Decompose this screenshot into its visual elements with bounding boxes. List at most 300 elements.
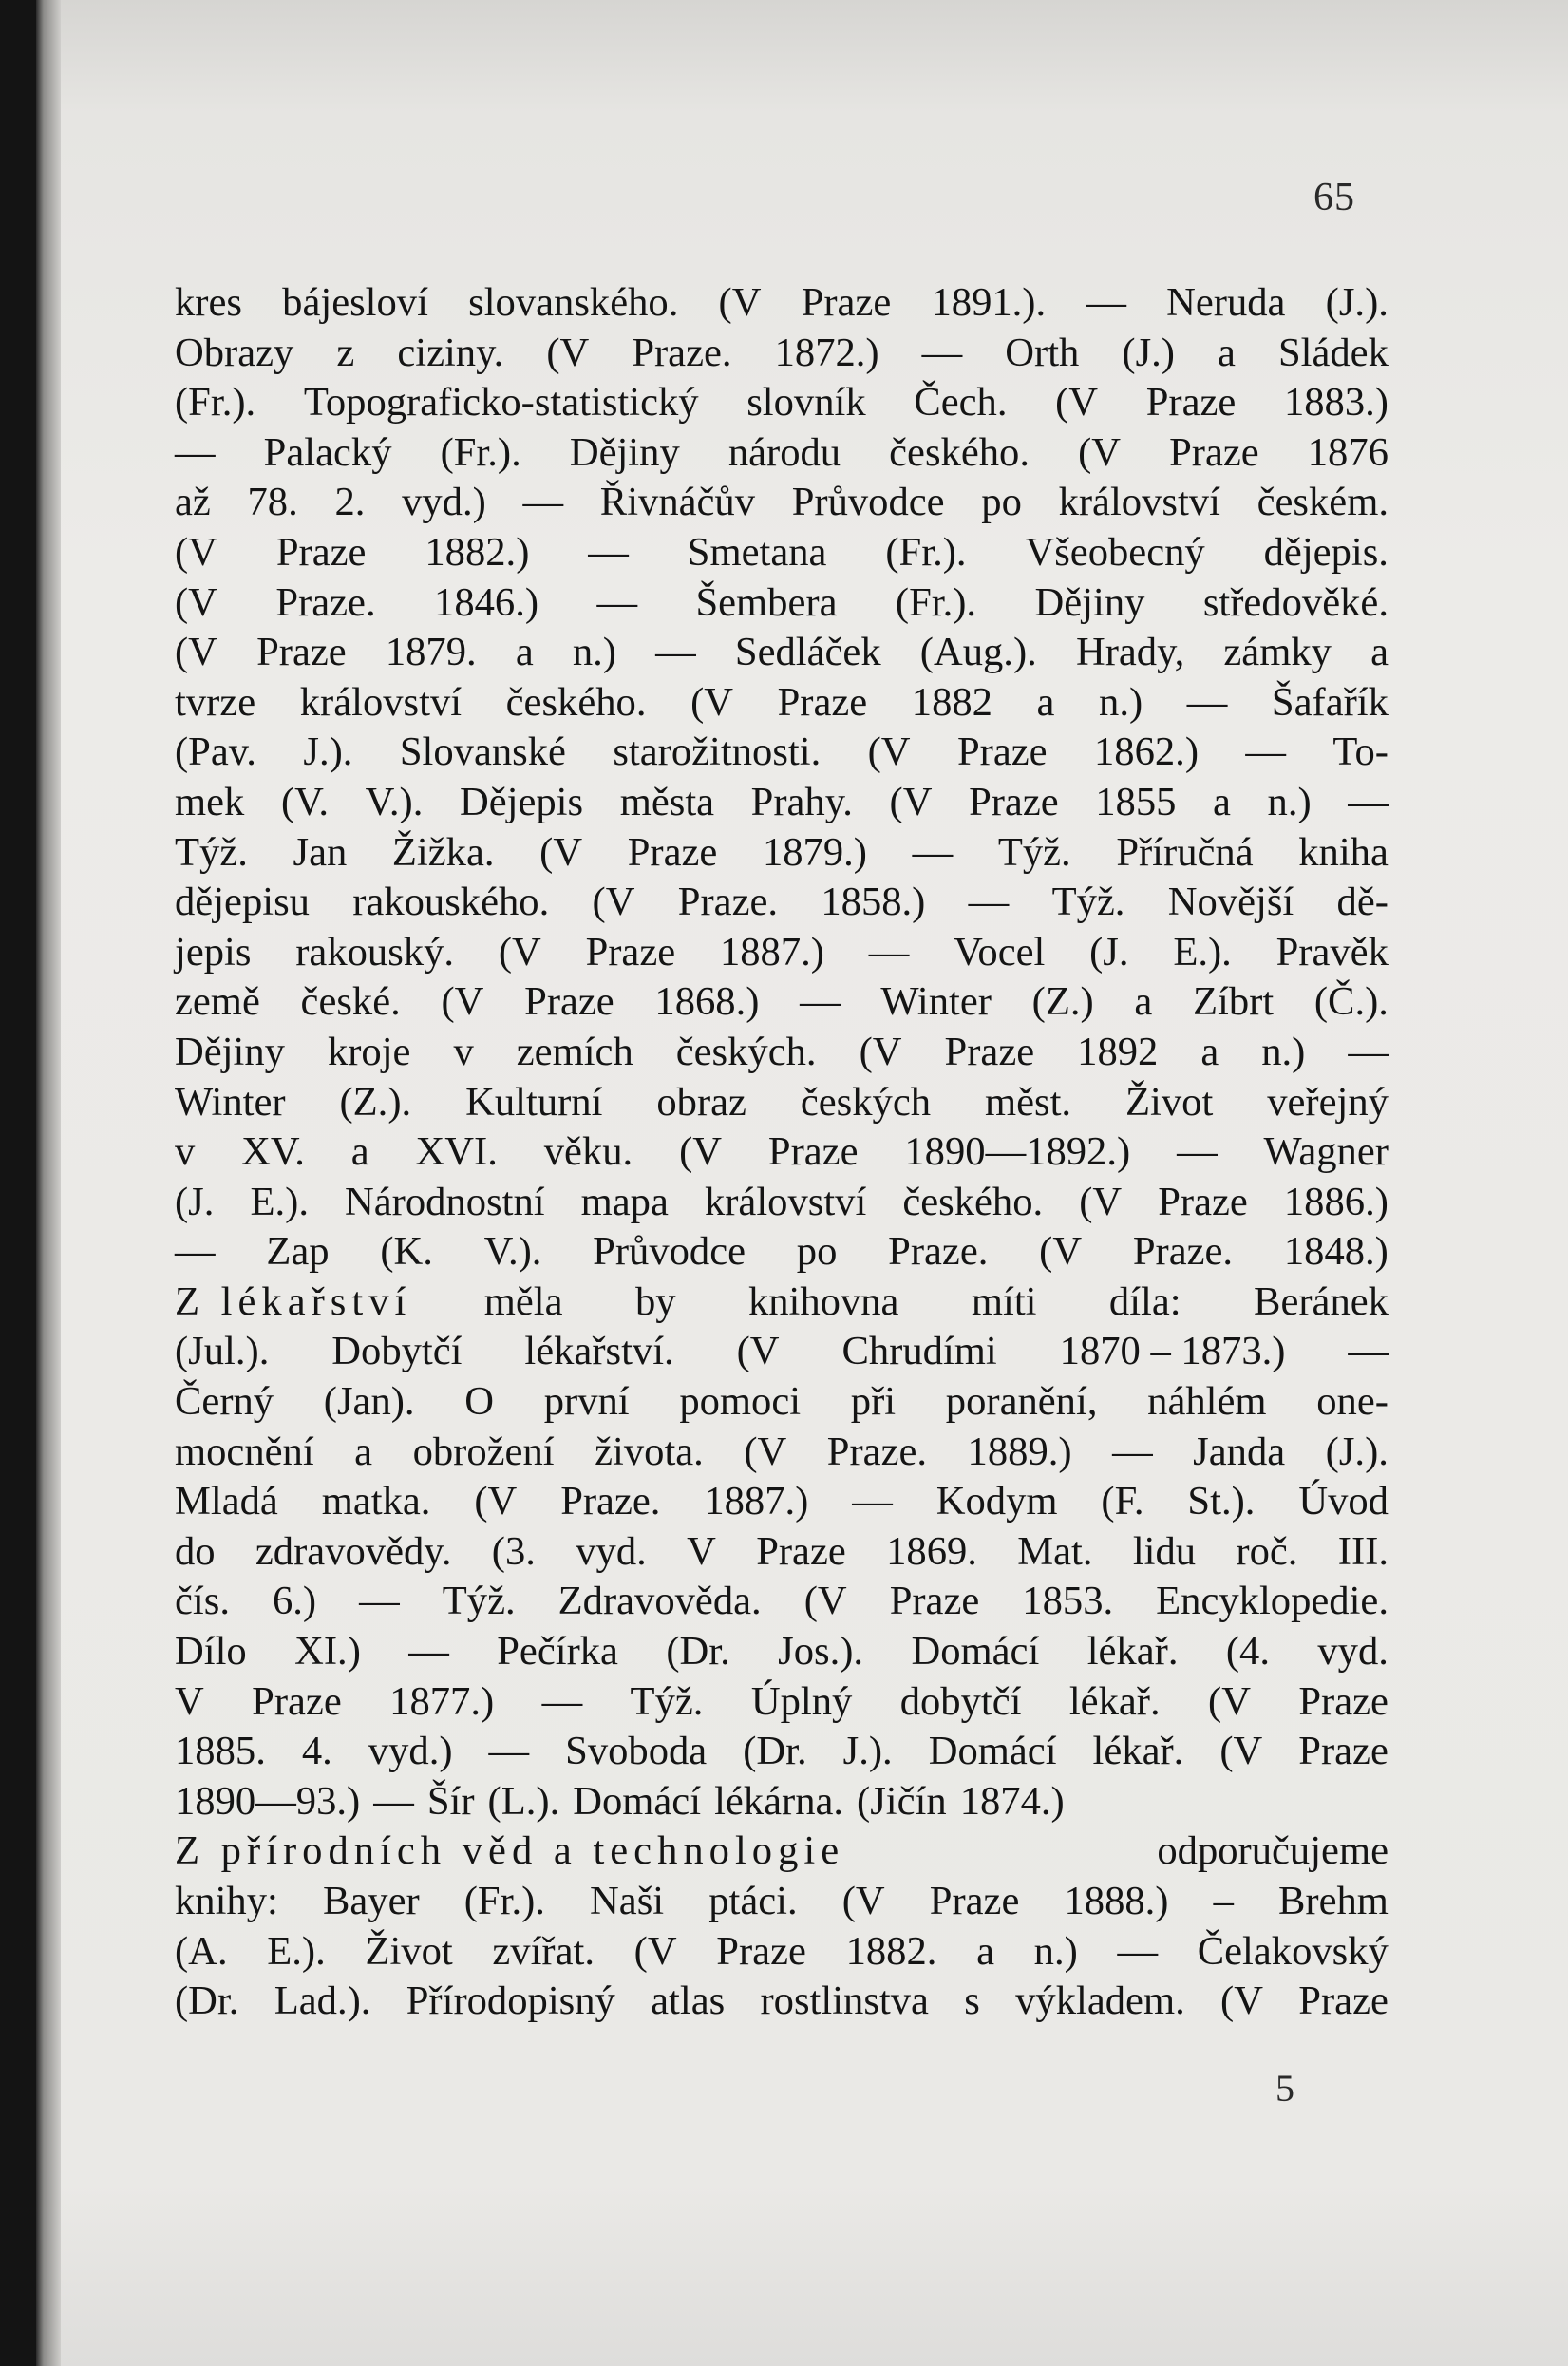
word: (Fr.).: [463, 1879, 545, 1923]
word: jepis: [175, 929, 252, 975]
text-line: [175, 1827, 1389, 1877]
word: —: [522, 480, 564, 525]
word: Řivnáčův: [599, 480, 756, 525]
word: mocnění: [175, 1429, 314, 1474]
word: Smetana: [687, 529, 827, 575]
word: Neruda: [1166, 280, 1286, 325]
word: (V: [175, 579, 217, 625]
word: Praze: [1298, 1729, 1389, 1774]
word: lidu: [1132, 1528, 1197, 1574]
word: 1870 – 1873.): [1059, 1329, 1286, 1374]
word: a: [515, 630, 534, 675]
word: 1886.): [1283, 1179, 1389, 1224]
page-gutter-shadow: [36, 0, 61, 2366]
text-line: [175, 278, 1389, 329]
word: 1882: [911, 679, 992, 725]
word: náhlém: [1147, 1379, 1267, 1425]
word: zvířat.: [492, 1928, 595, 1974]
word: n.): [1033, 1928, 1078, 1974]
word: (Fr.).: [885, 529, 967, 575]
word: Hrady,: [1075, 630, 1185, 675]
word: Jan: [293, 829, 348, 875]
word: Mat.: [1017, 1528, 1093, 1574]
word: Chrudími: [841, 1329, 997, 1374]
word: 1874.): [959, 1778, 1065, 1824]
word: Šembera: [695, 579, 838, 625]
word: Vocel: [954, 929, 1046, 975]
word: Úvod: [1298, 1479, 1389, 1524]
word: —: [868, 929, 910, 975]
word: 1879.): [762, 829, 867, 875]
word: —: [1086, 280, 1126, 325]
word: lékař.: [1086, 1629, 1179, 1675]
word: (V: [633, 1928, 677, 1974]
word: (V: [1078, 429, 1122, 475]
word: dě-: [1336, 880, 1389, 925]
word: vyd.): [402, 480, 486, 525]
word: (V: [1055, 380, 1099, 426]
word: Winter: [175, 1079, 286, 1125]
text-line: [175, 728, 1389, 778]
word: království: [704, 1179, 867, 1224]
word: a: [1036, 679, 1055, 725]
word: knihy:: [175, 1879, 278, 1923]
word: —: [408, 1629, 449, 1675]
word: 1882.: [845, 1928, 937, 1974]
text-line: [175, 1477, 1389, 1527]
word: (Jul.).: [175, 1329, 270, 1374]
signature-mark: 5: [1275, 2067, 1294, 2110]
word: Národnostní: [345, 1179, 545, 1224]
word: Všeobecný: [1025, 529, 1205, 575]
text-line: [175, 1577, 1389, 1627]
word: —: [1117, 1928, 1159, 1974]
word: slovník: [746, 380, 866, 426]
word: XVI.: [415, 1129, 498, 1175]
word: odporučujeme: [1157, 1828, 1389, 1874]
word: veřejný: [1267, 1079, 1389, 1125]
word: Pečírka: [497, 1629, 618, 1675]
word: —: [921, 330, 963, 375]
text-line: [175, 977, 1389, 1028]
word: III.: [1337, 1528, 1389, 1574]
word: Novější: [1167, 880, 1294, 925]
word: Sedláček: [734, 630, 881, 675]
word: To-: [1332, 729, 1389, 775]
word: (V: [175, 630, 217, 675]
word: mek: [175, 779, 245, 824]
word: (V: [175, 529, 217, 575]
word: Praze: [275, 529, 367, 575]
word: věku.: [543, 1129, 633, 1175]
word: Dějiny: [1034, 579, 1145, 625]
word: —: [488, 1729, 530, 1774]
word: —: [596, 579, 638, 625]
word: (V: [1079, 1179, 1123, 1224]
word: rakouského.: [352, 880, 550, 925]
word: (Fr.).: [895, 579, 977, 625]
word: —: [541, 1678, 583, 1724]
word: Praze: [777, 679, 868, 725]
word: zámky: [1223, 630, 1332, 675]
word: Dílo: [175, 1629, 247, 1675]
word: kroje: [327, 1029, 411, 1074]
word: tvrze: [175, 679, 256, 725]
word: (V: [736, 1329, 780, 1374]
text-line: [175, 378, 1389, 428]
word: Praze: [1158, 1179, 1248, 1224]
word: Zdravověda.: [557, 1579, 762, 1624]
word: (V: [690, 679, 734, 725]
word: n.): [1267, 779, 1312, 824]
word: Z lékařství: [175, 1278, 412, 1324]
word: —: [1186, 679, 1228, 725]
word: Praze: [627, 829, 718, 875]
word: (J.: [175, 1179, 215, 1224]
text-line: [175, 428, 1389, 479]
word: Praze: [524, 979, 614, 1025]
word: (Pav.: [175, 729, 256, 775]
word: vyd.): [368, 1729, 453, 1774]
word: 4.: [301, 1729, 332, 1774]
text-line: [175, 1527, 1389, 1578]
word: Praze: [969, 779, 1059, 824]
word: lékař.: [1092, 1729, 1184, 1774]
word: E.).: [1173, 929, 1232, 975]
word: Domácí: [911, 1629, 1040, 1675]
word: (4.: [1225, 1629, 1270, 1675]
word: —: [175, 429, 216, 475]
word: 1876: [1307, 429, 1389, 475]
word: Čelakovský: [1197, 1928, 1389, 1974]
word: —: [800, 979, 841, 1025]
word: Praze.: [888, 1229, 989, 1275]
word: atlas: [651, 1978, 726, 2024]
word: Praze.: [275, 579, 376, 625]
word: V.).: [365, 779, 424, 824]
word: Průvodce: [593, 1229, 746, 1275]
word: Přírodopisný: [406, 1978, 615, 2024]
word: 1858.): [821, 880, 926, 925]
text-line: [175, 1677, 1389, 1728]
word: Naši: [590, 1879, 665, 1923]
word: 1846.): [434, 579, 539, 625]
word: Dějiny: [569, 429, 680, 475]
word: Život: [1125, 1079, 1214, 1125]
word: (Dr.: [175, 1978, 239, 2024]
word: —: [373, 1778, 414, 1824]
word: v: [175, 1129, 196, 1175]
word: díla:: [1108, 1278, 1181, 1324]
word: —: [912, 829, 954, 875]
word: (V: [474, 1479, 518, 1524]
word: Bayer: [322, 1879, 420, 1923]
word: knihovna: [747, 1278, 899, 1324]
word: Domácí: [928, 1729, 1057, 1774]
word: a: [350, 1129, 369, 1175]
word: Praze.: [1132, 1229, 1234, 1275]
word: 1889.): [967, 1429, 1072, 1474]
word: zemích: [516, 1029, 633, 1074]
word: míti: [971, 1278, 1037, 1324]
word: Průvodce: [791, 480, 945, 525]
word: vyd.: [576, 1528, 647, 1574]
word: Pravěk: [1275, 929, 1389, 975]
word: při: [850, 1379, 897, 1425]
word: (V: [1039, 1229, 1083, 1275]
word: 1892: [1077, 1029, 1159, 1074]
word: obrožení: [412, 1429, 555, 1474]
word: Čech.: [914, 380, 1008, 426]
word: Týž.: [442, 1579, 516, 1624]
word: —: [1112, 1429, 1153, 1474]
text-line: [175, 1227, 1389, 1278]
word: 1853.: [1022, 1579, 1114, 1624]
word: 1891.).: [931, 280, 1047, 325]
word: Mladá: [175, 1479, 278, 1524]
word: —: [1348, 1329, 1389, 1374]
page-number: 65: [1313, 176, 1355, 219]
word: království: [299, 679, 463, 725]
word: (V: [498, 929, 541, 975]
word: 1868.): [654, 979, 760, 1025]
word: 1869.: [886, 1528, 977, 1574]
word: J.).: [842, 1729, 893, 1774]
word: a: [1218, 330, 1236, 375]
word: Praze: [716, 1928, 806, 1974]
word: Praze: [801, 280, 892, 325]
word: XV.: [241, 1129, 305, 1175]
word: rakouský.: [295, 929, 455, 975]
word: Kodym: [935, 1479, 1058, 1524]
word: 1882.): [425, 529, 530, 575]
word: (L.).: [487, 1778, 560, 1824]
word: (Jičín: [857, 1778, 947, 1824]
text-line: [175, 1278, 1389, 1328]
text-line: [175, 528, 1389, 578]
word: (Fr.).: [440, 429, 521, 475]
word: v: [453, 1029, 474, 1074]
word: Praze.: [677, 880, 779, 925]
word: středověké.: [1202, 579, 1389, 625]
word: 1890—1892.): [904, 1129, 1131, 1175]
word: Praze.: [826, 1429, 928, 1474]
word: (3.: [491, 1528, 536, 1574]
word: J.).: [303, 729, 353, 775]
word: one-: [1316, 1379, 1389, 1425]
word: pomoci: [679, 1379, 802, 1425]
word: Orth: [1005, 330, 1080, 375]
word: (Jan).: [323, 1379, 415, 1425]
word: E.).: [250, 1179, 309, 1224]
word: Týž.: [1051, 880, 1125, 925]
word: (V.: [280, 779, 330, 824]
word: českého.: [902, 1179, 1044, 1224]
word: Praze: [1298, 1678, 1389, 1724]
word: 1877.): [389, 1678, 495, 1724]
text-line: [175, 1327, 1389, 1377]
word: 1887.): [719, 929, 824, 975]
word: a: [1134, 979, 1153, 1025]
word: Praze.: [560, 1479, 661, 1524]
word: rostlinstva: [760, 1978, 929, 2024]
word: Palacký: [263, 429, 392, 475]
word: (Z.): [1031, 979, 1094, 1025]
word: (Fr.).: [175, 380, 256, 426]
word: Praze: [756, 1528, 846, 1574]
word: (J.).: [1325, 1429, 1389, 1474]
word: Praze: [956, 729, 1048, 775]
text-line: [175, 1178, 1389, 1228]
word: kres: [175, 280, 242, 325]
word: Praze: [767, 1129, 859, 1175]
word: 2.: [334, 480, 366, 525]
word: 1888.): [1064, 1879, 1169, 1923]
word: (J.: [1089, 929, 1129, 975]
word: –: [1213, 1879, 1234, 1923]
word: Slovanské: [399, 729, 566, 775]
text-line: [175, 1877, 1389, 1927]
word: obraz: [656, 1079, 746, 1125]
word: —: [1245, 729, 1287, 775]
word: s: [964, 1978, 980, 2024]
word: českého.: [889, 429, 1030, 475]
word: Obrazy: [175, 330, 294, 375]
word: (F.: [1101, 1479, 1144, 1524]
word: české.: [300, 979, 401, 1025]
word: Týž.: [175, 829, 248, 875]
word: vyd.: [1317, 1629, 1389, 1675]
text-line: [175, 628, 1389, 678]
word: XI.): [294, 1629, 361, 1675]
word: (Dr.: [743, 1729, 807, 1774]
word: 1862.): [1093, 729, 1200, 775]
word: Praze: [1145, 380, 1237, 426]
word: 6.): [272, 1579, 317, 1624]
word: po: [796, 1229, 838, 1275]
word: dějepis.: [1263, 529, 1389, 575]
word: a: [976, 1928, 994, 1974]
word: Brehm: [1277, 1879, 1389, 1923]
word: —: [655, 630, 696, 675]
word: města: [619, 779, 715, 824]
word: Wagner: [1263, 1129, 1389, 1175]
word: Kulturní: [465, 1079, 603, 1125]
word: (V: [1220, 1978, 1263, 2024]
word: 1885.: [175, 1729, 266, 1774]
word: 1848.): [1283, 1229, 1389, 1275]
word: 1879.: [385, 630, 477, 675]
word: lékař.: [1068, 1678, 1161, 1724]
word: (V: [841, 1879, 885, 1923]
word: V: [687, 1528, 716, 1574]
word: (V: [441, 979, 484, 1025]
word: V.).: [483, 1229, 542, 1275]
text-line: [175, 478, 1389, 528]
word: —: [1177, 1129, 1218, 1175]
word: po: [981, 480, 1022, 525]
word: Dějepis: [459, 779, 584, 824]
word: (V: [679, 1129, 723, 1175]
word: Zíbrt: [1192, 979, 1275, 1025]
word: —: [175, 1229, 216, 1275]
word: (V: [744, 1429, 787, 1474]
word: 1887.): [704, 1479, 809, 1524]
word: Beránek: [1254, 1278, 1389, 1324]
word: a: [1213, 779, 1231, 824]
word: —: [359, 1579, 400, 1624]
word: Praze: [1169, 429, 1259, 475]
word: (V: [718, 280, 762, 325]
word: 1890—93.): [175, 1778, 361, 1824]
word: až: [175, 480, 211, 525]
word: Šír: [426, 1778, 475, 1824]
word: Zap: [266, 1229, 330, 1275]
word: (V: [859, 1029, 902, 1074]
word: Praze: [585, 929, 676, 975]
word: Praze: [1298, 1978, 1389, 2024]
word: života.: [595, 1429, 704, 1474]
word: českého.: [505, 679, 647, 725]
word: Praze: [889, 1579, 980, 1624]
word: a: [354, 1429, 373, 1474]
book-page: [36, 0, 1568, 2366]
word: E.).: [267, 1928, 326, 1974]
word: Encyklopedie.: [1156, 1579, 1389, 1624]
word: (V: [867, 729, 911, 775]
word: n.): [1261, 1029, 1306, 1074]
word: poranění,: [945, 1379, 1098, 1425]
word: Příručná: [1116, 829, 1254, 875]
text-line: [175, 1727, 1389, 1777]
word: dobytčí: [899, 1678, 1022, 1724]
word: lékárna.: [714, 1778, 844, 1824]
text-line: [175, 1127, 1389, 1178]
text-line: [175, 928, 1389, 978]
word: (V: [1219, 1729, 1263, 1774]
text-line: [175, 1028, 1389, 1078]
word: Týž.: [997, 829, 1071, 875]
word: Sládek: [1277, 330, 1389, 375]
word: Černý: [175, 1379, 274, 1425]
word: V: [175, 1678, 204, 1724]
word: dějepisu: [175, 880, 310, 925]
word: —: [852, 1479, 893, 1524]
word: Praze: [944, 1029, 1035, 1074]
word: z: [336, 330, 355, 375]
word: (A.: [175, 1928, 228, 1974]
text-line: [175, 1377, 1389, 1428]
word: starožitnosti.: [613, 729, 822, 775]
word: Dobytčí: [331, 1329, 463, 1374]
word: n.): [1099, 679, 1143, 725]
word: —: [1348, 1029, 1389, 1074]
word: Topograficko-statistický: [303, 380, 699, 426]
word: Svoboda: [565, 1729, 708, 1774]
word: Praze: [252, 1678, 342, 1724]
word: a: [1200, 1029, 1219, 1074]
word: matka.: [321, 1479, 431, 1524]
word: roč.: [1236, 1528, 1298, 1574]
text-line: [175, 578, 1389, 629]
word: země: [175, 979, 260, 1025]
text-line: [175, 1777, 1389, 1827]
word: (V: [546, 330, 590, 375]
word: —: [1348, 779, 1389, 824]
word: Žižka.: [391, 829, 495, 875]
word: —: [968, 880, 1010, 925]
word: (V: [539, 829, 583, 875]
